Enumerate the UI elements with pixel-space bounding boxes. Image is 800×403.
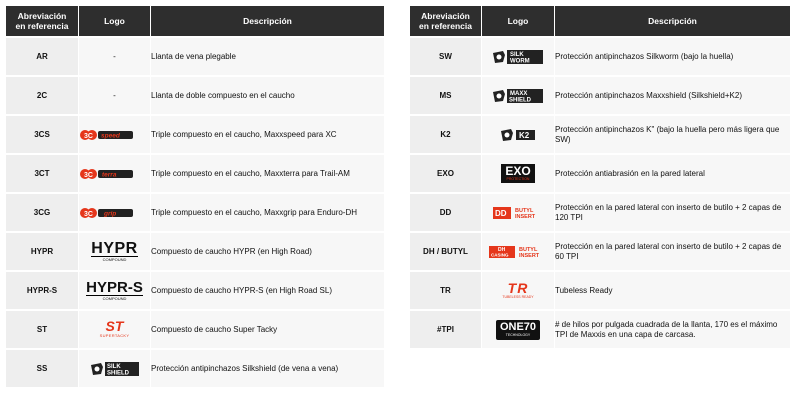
svg-text:SHIELD: SHIELD (106, 370, 129, 376)
svg-text:3C: 3C (84, 171, 93, 179)
abbr-cell: 3CS (6, 116, 79, 155)
logo-cell (482, 38, 555, 77)
logo-cell: - (79, 77, 151, 116)
logo-header: Logo (79, 6, 151, 38)
abbr-cell: MS (410, 77, 482, 116)
abbr-cell: DH / BUTYL (410, 233, 482, 272)
abbr-cell: AR (6, 38, 79, 77)
hypr-s-logo-icon: HYPR-S COMPOUND (86, 278, 143, 301)
description-cell: Protección antipinchazos Silkworm (bajo la huella) (555, 38, 790, 77)
3c-terra-logo-icon (79, 167, 135, 181)
svg-text:WORM: WORM (510, 58, 530, 64)
logo-cell (482, 194, 555, 233)
table-row (410, 38, 790, 77)
table-row (6, 272, 384, 311)
svg-text:DH: DH (498, 246, 506, 253)
logo-cell: - (79, 38, 151, 77)
description-cell: Tubeless Ready (555, 272, 790, 311)
table-row (410, 116, 790, 155)
table-row (6, 233, 384, 272)
svg-text:K2: K2 (519, 130, 530, 140)
logo-cell (79, 272, 151, 311)
table-row (6, 311, 384, 350)
table-row (410, 77, 790, 116)
silkshield-logo-icon (89, 361, 141, 377)
table-header-row (410, 6, 790, 38)
logo-cell (482, 311, 555, 350)
logo-cell (79, 155, 151, 194)
logo-cell (482, 272, 555, 311)
logo-cell (79, 116, 151, 155)
abbr-cell: TR (410, 272, 482, 311)
svg-text:3C: 3C (84, 132, 93, 140)
description-cell: Triple compuesto en el caucho, Maxxterra para Trail-AM (151, 155, 384, 194)
logo-cell (79, 350, 151, 389)
description-cell: # de hilos por pulgada cuadrada de la llanta, 170 es el máximo TPI de Maxxis en una capa de carcasa. (555, 311, 790, 350)
svg-text:speed: speed (101, 132, 120, 139)
abbr-cell: SW (410, 38, 482, 77)
svg-text:BUTYL: BUTYL (519, 246, 538, 253)
description-cell: Llanta de vena plegable (151, 38, 384, 77)
dd-butyl-insert-logo-icon (491, 205, 545, 221)
table-row (6, 116, 384, 155)
tubeless-ready-logo-icon: TR TUBELESS READY (502, 279, 534, 299)
table-row (410, 311, 790, 350)
description-header: Descripción (555, 6, 790, 38)
3c-grip-logo-icon (79, 206, 135, 220)
description-cell: Protección antipinchazos Silkshield (de vena a vena) (151, 350, 384, 389)
description-cell: Protección en la pared lateral con inserto de butilo + 2 capas de 120 TPI (555, 194, 790, 233)
description-cell: Compuesto de caucho Super Tacky (151, 311, 384, 350)
description-cell: Protección en la pared lateral con inserto de butilo + 2 capas de 60 TPI (555, 233, 790, 272)
table-row (6, 155, 384, 194)
table-header-row (6, 6, 384, 38)
logo-cell (482, 116, 555, 155)
reference-table-left (6, 6, 384, 389)
table-row (410, 155, 790, 194)
svg-text:INSERT: INSERT (519, 252, 540, 259)
description-cell: Compuesto de caucho HYPR (en High Road) (151, 233, 384, 272)
description-cell: Protección antipinchazos Maxxshield (Silkshield+K2) (555, 77, 790, 116)
logo-cell (482, 155, 555, 194)
table-row (410, 194, 790, 233)
svg-text:SILK: SILK (510, 51, 524, 58)
description-cell: Llanta de doble compuesto en el caucho (151, 77, 384, 116)
description-cell: Triple compuesto en el caucho, Maxxgrip para Enduro-DH (151, 194, 384, 233)
3c-speed-logo-icon (79, 128, 135, 142)
table-row (6, 38, 384, 77)
exo-logo-icon: EXO PROTECTION (501, 164, 534, 183)
logo-cell (79, 233, 151, 272)
reference-table-right (410, 6, 790, 350)
svg-text:DD: DD (495, 208, 507, 218)
svg-text:BUTYL: BUTYL (515, 207, 534, 214)
table-row (6, 194, 384, 233)
silkworm-logo-icon (491, 49, 545, 65)
abbr-cell: DD (410, 194, 482, 233)
logo-header: Logo (482, 6, 555, 38)
abbr-cell: 3CT (6, 155, 79, 194)
svg-text:SILK: SILK (106, 363, 121, 370)
description-header: Descripción (151, 6, 384, 38)
table-row (6, 77, 384, 116)
super-tacky-logo-icon: ST SUPERTACKY (99, 318, 130, 338)
table-row (410, 233, 790, 272)
abbr-cell: 2C (6, 77, 79, 116)
hypr-logo-icon: HYPR COMPOUND (91, 239, 138, 262)
svg-text:CASING: CASING (491, 252, 509, 257)
table-row (6, 350, 384, 389)
logo-cell (482, 233, 555, 272)
logo-cell (79, 311, 151, 350)
abbr-cell: ST (6, 311, 79, 350)
svg-text:grip: grip (104, 210, 117, 217)
abbr-cell: HYPR-S (6, 272, 79, 311)
table-row (410, 272, 790, 311)
abbr-header: Abreviación en referencia (410, 6, 482, 38)
abbr-cell: 3CG (6, 194, 79, 233)
maxxshield-logo-icon (491, 88, 545, 104)
logo-cell (79, 194, 151, 233)
abbr-cell: HYPR (6, 233, 79, 272)
description-cell: Protección antiabrasión en la pared lateral (555, 155, 790, 194)
description-cell: Protección antipinchazos K" (bajo la huella pero más ligera que SW) (555, 116, 790, 155)
svg-text:INSERT: INSERT (515, 213, 536, 220)
logo-cell (482, 77, 555, 116)
svg-text:3C: 3C (84, 210, 93, 218)
description-cell: Compuesto de caucho HYPR-S (en High Road SL) (151, 272, 384, 311)
svg-text:MAXX: MAXX (510, 90, 528, 97)
dh-casing-butyl-insert-logo-icon (488, 244, 548, 260)
abbr-cell: SS (6, 350, 79, 389)
abbr-cell: #TPI (410, 311, 482, 350)
abbr-header: Abreviación en referencia (6, 6, 79, 38)
one70-technology-logo-icon: ONE70 TECHNOLOGY (496, 320, 540, 340)
svg-text:terra: terra (102, 171, 117, 178)
abbr-cell: K2 (410, 116, 482, 155)
k2-logo-icon (499, 128, 537, 142)
svg-text:SHIELD: SHIELD (509, 97, 532, 103)
abbr-cell: EXO (410, 155, 482, 194)
description-cell: Triple compuesto en el caucho, Maxxspeed para XC (151, 116, 384, 155)
